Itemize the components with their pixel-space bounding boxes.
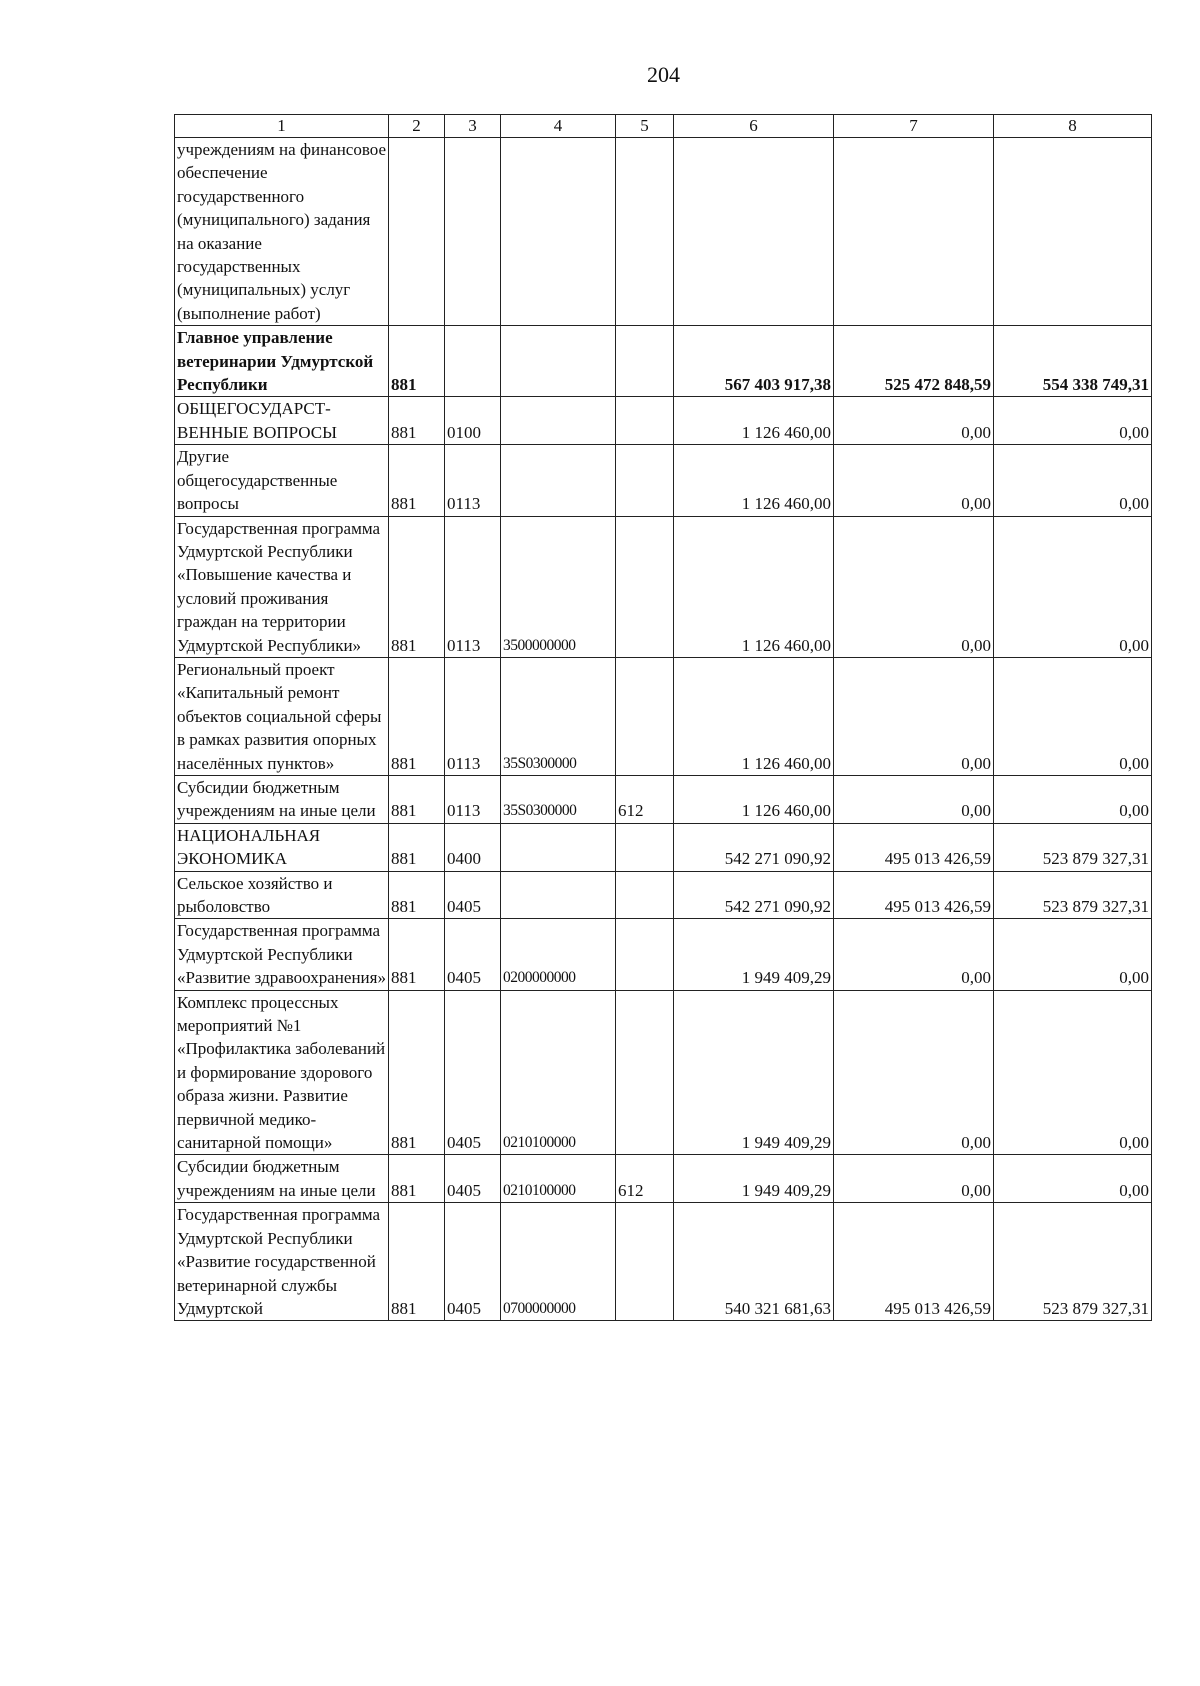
row-section-code: 0405 <box>445 1203 501 1321</box>
header-col-7: 7 <box>834 115 994 138</box>
row-expense-type <box>616 657 674 775</box>
row-ministry-code: 881 <box>389 657 445 775</box>
row-amount-1: 1 126 460,00 <box>674 516 834 657</box>
row-target-code <box>501 871 616 919</box>
row-expense-type <box>616 326 674 397</box>
row-name: Комплекс процессных мероприятий №1 «Профилактика заболеваний и формирование здорового образа жизни. Развитие первичной медико-санитарной помощи» <box>175 990 389 1155</box>
row-amount-1: 1 126 460,00 <box>674 775 834 823</box>
row-expense-type <box>616 823 674 871</box>
row-section-code <box>445 326 501 397</box>
row-ministry-code: 881 <box>389 397 445 445</box>
row-section-code: 0100 <box>445 397 501 445</box>
row-target-code <box>501 397 616 445</box>
table-row <box>175 445 1152 516</box>
row-amount-1: 1 126 460,00 <box>674 397 834 445</box>
table-row <box>175 516 1152 657</box>
header-col-6: 6 <box>674 115 834 138</box>
row-amount-2: 0,00 <box>834 445 994 516</box>
row-name: ОБЩЕГОСУДАРСТ-ВЕННЫЕ ВОПРОСЫ <box>175 397 389 445</box>
row-expense-type <box>616 871 674 919</box>
row-target-code: 35S0300000 <box>501 657 616 775</box>
row-amount-1: 1 949 409,29 <box>674 919 834 990</box>
table-row <box>175 990 1152 1155</box>
header-col-1: 1 <box>175 115 389 138</box>
row-amount-2: 0,00 <box>834 775 994 823</box>
row-amount-3: 0,00 <box>994 516 1152 657</box>
row-amount-3: 0,00 <box>994 445 1152 516</box>
row-amount-3: 523 879 327,31 <box>994 871 1152 919</box>
row-amount-2: 495 013 426,59 <box>834 1203 994 1321</box>
row-amount-3: 0,00 <box>994 990 1152 1155</box>
row-target-code: 0210100000 <box>501 1155 616 1203</box>
row-expense-type: 612 <box>616 1155 674 1203</box>
table-body <box>175 115 1152 1321</box>
row-amount-2: 0,00 <box>834 516 994 657</box>
row-ministry-code: 881 <box>389 1155 445 1203</box>
row-ministry-code: 881 <box>389 919 445 990</box>
table-row <box>175 919 1152 990</box>
row-section-code: 0113 <box>445 775 501 823</box>
table-row <box>175 823 1152 871</box>
row-section-code: 0113 <box>445 445 501 516</box>
row-expense-type <box>616 397 674 445</box>
row-target-code: 0700000000 <box>501 1203 616 1321</box>
table-row <box>175 775 1152 823</box>
row-name: учреждениям на финансовое обеспечение государственного (муниципального) задания на оказание государственных (муниципальных) услуг (выполнение работ) <box>175 138 389 326</box>
row-amount-2: 0,00 <box>834 1155 994 1203</box>
table-row <box>175 397 1152 445</box>
row-name: Главное управление ветеринарии Удмуртской Республики <box>175 326 389 397</box>
budget-table <box>174 114 1152 1321</box>
row-expense-type <box>616 516 674 657</box>
row-section-code: 0400 <box>445 823 501 871</box>
row-amount-3: 0,00 <box>994 919 1152 990</box>
row-amount-1: 1 126 460,00 <box>674 445 834 516</box>
row-section-code: 0405 <box>445 1155 501 1203</box>
row-name: Региональный проект «Капитальный ремонт объектов социальной сферы в рамках развития опорных населённых пунктов» <box>175 657 389 775</box>
header-col-8: 8 <box>994 115 1152 138</box>
row-section-code <box>445 138 501 326</box>
row-name: Другие общегосударственные вопросы <box>175 445 389 516</box>
row-amount-3: 0,00 <box>994 397 1152 445</box>
row-amount-2: 495 013 426,59 <box>834 823 994 871</box>
row-name: Субсидии бюджетным учреждениям на иные цели <box>175 775 389 823</box>
row-target-code: 0210100000 <box>501 990 616 1155</box>
row-target-code: 35S0300000 <box>501 775 616 823</box>
row-name: Государственная программа Удмуртской Республики «Повышение качества и условий проживания граждан на территории Удмуртской Республики» <box>175 516 389 657</box>
row-amount-2: 0,00 <box>834 657 994 775</box>
row-target-code <box>501 138 616 326</box>
row-amount-3: 0,00 <box>994 1155 1152 1203</box>
header-row <box>175 115 1152 138</box>
row-expense-type <box>616 445 674 516</box>
header-col-4: 4 <box>501 115 616 138</box>
row-expense-type: 612 <box>616 775 674 823</box>
row-amount-1 <box>674 138 834 326</box>
table-row <box>175 1203 1152 1321</box>
table-row <box>175 871 1152 919</box>
row-section-code: 0113 <box>445 516 501 657</box>
row-target-code: 0200000000 <box>501 919 616 990</box>
table-row <box>175 326 1152 397</box>
row-amount-3: 0,00 <box>994 775 1152 823</box>
row-amount-3: 0,00 <box>994 657 1152 775</box>
row-ministry-code: 881 <box>389 326 445 397</box>
row-amount-1: 540 321 681,63 <box>674 1203 834 1321</box>
page-number: 204 <box>647 62 680 87</box>
row-ministry-code <box>389 138 445 326</box>
row-amount-2: 0,00 <box>834 990 994 1155</box>
row-amount-2 <box>834 138 994 326</box>
row-amount-1: 542 271 090,92 <box>674 871 834 919</box>
row-amount-3: 554 338 749,31 <box>994 326 1152 397</box>
row-name: НАЦИОНАЛЬНАЯ ЭКОНОМИКА <box>175 823 389 871</box>
row-target-code <box>501 326 616 397</box>
header-col-3: 3 <box>445 115 501 138</box>
row-ministry-code: 881 <box>389 445 445 516</box>
row-ministry-code: 881 <box>389 871 445 919</box>
row-name: Государственная программа Удмуртской Республики «Развитие государственной ветеринарной службы Удмуртской <box>175 1203 389 1321</box>
row-expense-type <box>616 1203 674 1321</box>
header-col-5: 5 <box>616 115 674 138</box>
row-name: Субсидии бюджетным учреждениям на иные цели <box>175 1155 389 1203</box>
row-amount-3 <box>994 138 1152 326</box>
row-amount-1: 542 271 090,92 <box>674 823 834 871</box>
header-col-2: 2 <box>389 115 445 138</box>
row-section-code: 0405 <box>445 919 501 990</box>
row-ministry-code: 881 <box>389 516 445 657</box>
row-target-code: 3500000000 <box>501 516 616 657</box>
table-row <box>175 1155 1152 1203</box>
row-ministry-code: 881 <box>389 823 445 871</box>
row-amount-3: 523 879 327,31 <box>994 823 1152 871</box>
row-target-code <box>501 445 616 516</box>
row-amount-1: 1 126 460,00 <box>674 657 834 775</box>
row-section-code: 0405 <box>445 871 501 919</box>
table-row <box>175 657 1152 775</box>
row-amount-2: 495 013 426,59 <box>834 871 994 919</box>
row-expense-type <box>616 990 674 1155</box>
row-expense-type <box>616 138 674 326</box>
row-target-code <box>501 823 616 871</box>
row-amount-1: 1 949 409,29 <box>674 1155 834 1203</box>
row-amount-1: 567 403 917,38 <box>674 326 834 397</box>
row-amount-2: 0,00 <box>834 397 994 445</box>
row-amount-2: 525 472 848,59 <box>834 326 994 397</box>
row-section-code: 0405 <box>445 990 501 1155</box>
row-expense-type <box>616 919 674 990</box>
table-row <box>175 138 1152 326</box>
row-ministry-code: 881 <box>389 775 445 823</box>
row-ministry-code: 881 <box>389 990 445 1155</box>
row-section-code: 0113 <box>445 657 501 775</box>
row-amount-1: 1 949 409,29 <box>674 990 834 1155</box>
row-amount-2: 0,00 <box>834 919 994 990</box>
row-amount-3: 523 879 327,31 <box>994 1203 1152 1321</box>
row-name: Государственная программа Удмуртской Республики «Развитие здравоохранения» <box>175 919 389 990</box>
row-name: Сельское хозяйство и рыболовство <box>175 871 389 919</box>
row-ministry-code: 881 <box>389 1203 445 1321</box>
